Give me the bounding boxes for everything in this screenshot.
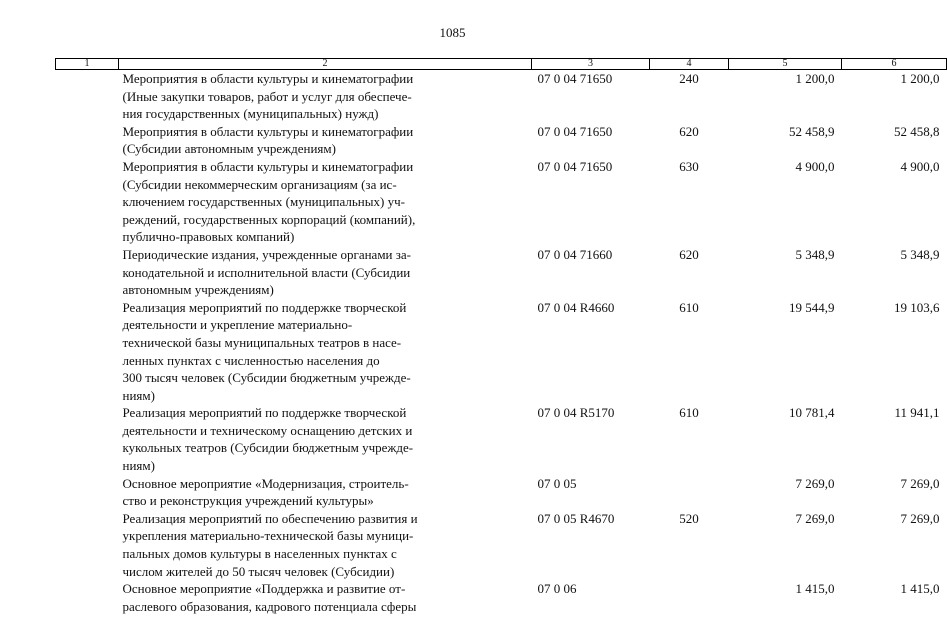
row-target-code: 07 0 04 71650 (537, 71, 613, 86)
row-expense-type: 620 (679, 123, 699, 139)
table-body (56, 70, 947, 616)
row-amount-col5: 7 269,0 (795, 510, 835, 526)
row-amount-col5: 52 458,9 (789, 123, 835, 139)
row-expense-type: 240 (679, 71, 699, 86)
row-target-code: 07 0 06 (537, 581, 577, 597)
row-expense-type: 610 (679, 299, 699, 315)
row-description: Мероприятия в области культуры и кинематографии (Субсидии автономным учреждениям) (122, 123, 414, 157)
row-target-code: 07 0 05 R4670 (537, 510, 615, 526)
table-row (56, 246, 947, 299)
row-amount-col6: 5 348,9 (900, 246, 940, 262)
row-num-cell (56, 246, 119, 299)
row-description: Периодические издания, учрежденные органами за- конодательной и исполнительной власти (Субсидии автономным учреждениям) (122, 246, 411, 298)
row-amount-col5: 4 900,0 (795, 158, 835, 174)
table-row (56, 475, 947, 510)
row-num-cell (56, 404, 119, 474)
header-col-3: 3 (532, 59, 650, 70)
header-col-1: 1 (56, 59, 119, 70)
table-header (56, 59, 947, 70)
page-number: 1085 (439, 25, 466, 40)
table-row (56, 70, 947, 123)
table-row (56, 158, 947, 246)
row-num-cell (56, 299, 119, 405)
row-amount-col6: 52 458,8 (894, 123, 940, 139)
header-col-4: 4 (650, 59, 729, 70)
row-description: Мероприятия в области культуры и кинематографии (Иные закупки товаров, работ и услуг для обеспече- ния государственных (муниципальных) нужд) (122, 71, 414, 122)
header-col-6: 6 (842, 59, 947, 70)
table-row (56, 510, 947, 580)
row-amount-col5: 7 269,0 (795, 475, 835, 491)
row-num-cell (56, 510, 119, 580)
row-description: Реализация мероприятий по обеспечению развития и укрепления материально-технической базы муници- пальных домов культуры в населенных пунктах с числом жителей до 50 тысяч человек (Субсидии) (122, 510, 418, 579)
row-expense-type (650, 475, 729, 510)
row-amount-col6: 4 900,0 (900, 158, 940, 174)
row-target-code: 07 0 04 R4660 (537, 299, 615, 315)
row-num-cell (56, 475, 119, 510)
row-amount-col5: 5 348,9 (795, 246, 835, 262)
header-col-2: 2 (119, 59, 532, 70)
row-amount-col5: 1 200,0 (795, 71, 835, 86)
row-num-cell (56, 580, 119, 615)
row-description: Основное мероприятие «Поддержка и развитие от- раслевого образования, кадрового потенциала сферы (122, 581, 417, 614)
row-target-code: 07 0 04 71650 (537, 123, 613, 139)
row-description: Основное мероприятие «Модернизация, строитель- ство и реконструкция учреждений культуры» (122, 475, 409, 509)
row-description: Мероприятия в области культуры и кинематографии (Субсидии некоммерческим организациям (за ис- ключением государственных (муниципальных) уч- реждений, государственных корпораций (компаний), публично-правовых компаний) (122, 158, 416, 245)
row-amount-col6: 7 269,0 (900, 510, 940, 526)
row-num-cell (56, 123, 119, 158)
row-expense-type: 630 (679, 158, 699, 174)
row-amount-col5: 1 415,0 (795, 581, 835, 597)
table-row (56, 123, 947, 158)
row-num-cell (56, 70, 119, 123)
row-amount-col6: 7 269,0 (900, 475, 940, 491)
header-row (56, 59, 947, 70)
row-expense-type: 620 (679, 246, 699, 262)
row-target-code: 07 0 04 71650 (537, 158, 613, 174)
row-expense-type: 520 (679, 510, 699, 526)
row-expense-type: 610 (679, 405, 699, 421)
table-row (56, 404, 947, 474)
row-num-cell (56, 158, 119, 246)
table-row (56, 299, 947, 405)
row-amount-col5: 10 781,4 (789, 405, 835, 421)
budget-table (55, 58, 947, 615)
header-col-5: 5 (729, 59, 842, 70)
table-row (56, 580, 947, 615)
row-description: Реализация мероприятий по поддержке творческой деятельности и техническому оснащению детских и кукольных театров (Субсидии бюджетным учрежде- ниям) (122, 405, 414, 474)
row-target-code: 07 0 05 (537, 475, 577, 491)
row-expense-type (650, 580, 729, 615)
row-amount-col6: 1 415,0 (900, 581, 940, 597)
row-amount-col6: 19 103,6 (894, 299, 940, 315)
row-description: Реализация мероприятий по поддержке творческой деятельности и укрепление материально- технической базы муниципальных театров в насе- ленных пунктах с численностью населения до 300 тысяч человек (Субсидии бюджетным учрежде- ниям) (122, 299, 411, 403)
row-amount-col5: 19 544,9 (789, 299, 835, 315)
row-target-code: 07 0 04 71660 (537, 246, 613, 262)
row-amount-col6: 1 200,0 (900, 71, 940, 86)
row-amount-col6: 11 941,1 (894, 405, 940, 421)
row-target-code: 07 0 04 R5170 (537, 405, 615, 421)
